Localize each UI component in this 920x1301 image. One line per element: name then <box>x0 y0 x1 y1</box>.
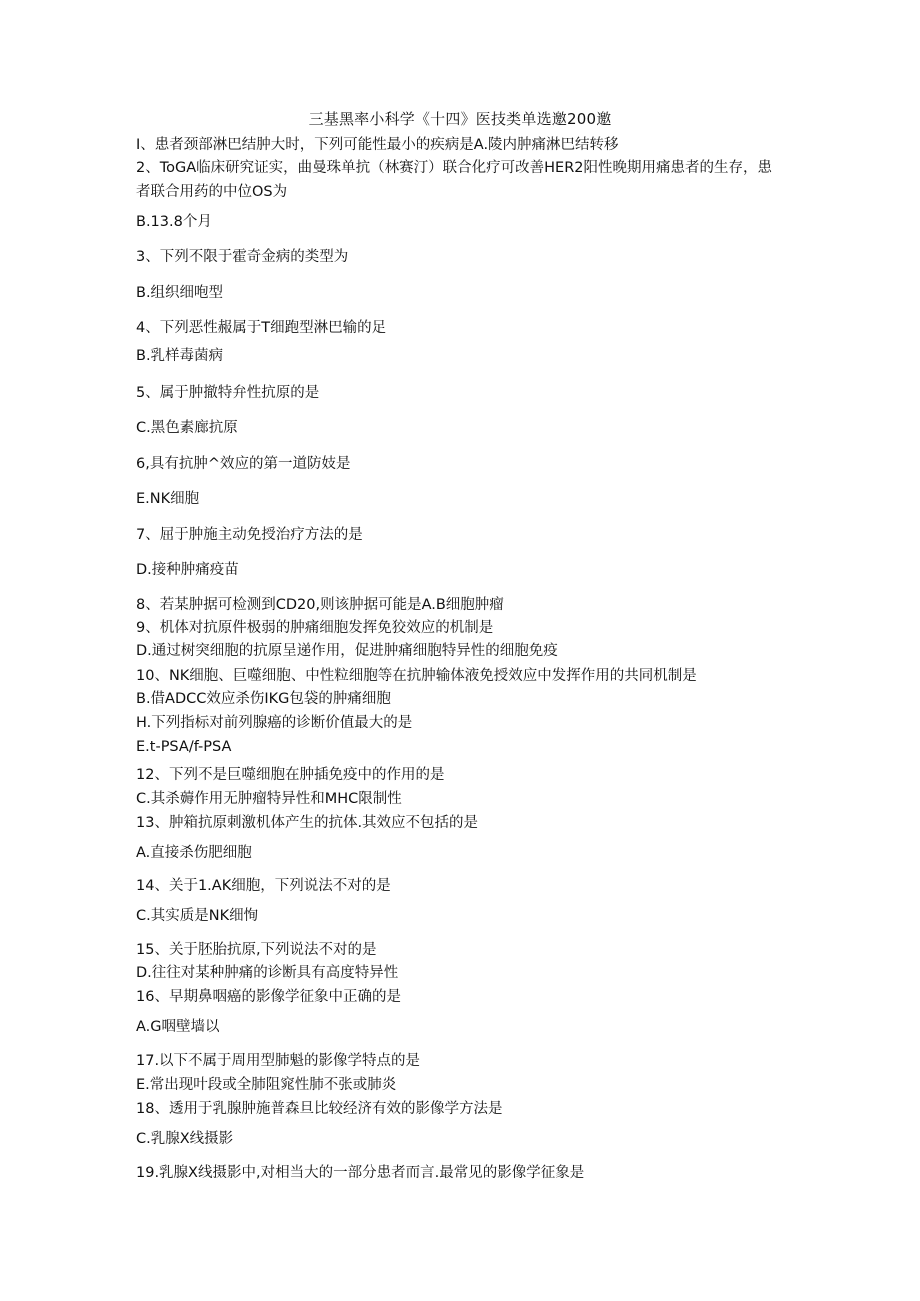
question-line: 17.以下不属于周用型肺魁的影像学特点的是 <box>136 1053 421 1069</box>
answer-line: C.黑色素廊抗原 <box>136 420 238 436</box>
question-line: 8、若某肿据可检测到CD20,则该肿据可能是A.B细胞肿瘤 <box>136 597 504 613</box>
question-line: 18、透用于乳腺肿施普森旦比较经济有效的影像学方法是 <box>136 1101 503 1117</box>
question-line: 6,具有抗肿^效应的第一道防妓是 <box>136 456 351 472</box>
answer-line: E.NK细胞 <box>136 491 200 507</box>
question-line: 4、下列恶性赧属于T细跑型淋巴输的足 <box>136 320 387 336</box>
answer-line: A.直接杀伤肥细胞 <box>136 845 252 861</box>
question-line: 9、机体对抗原件极弱的肿痛细胞发挥免狡效应的机制是 <box>136 620 494 636</box>
answer-line: E.常出现叶段或全肺阻窕性肺不张或肺炎 <box>136 1077 397 1093</box>
question-line: 19.乳腺X线摄影中,对相当大的一部分患者而言.最常见的影像学征象是 <box>136 1165 585 1181</box>
answer-line: D.往往对某种肿痛的诊断具有高度特异性 <box>136 965 399 981</box>
answer-line: C.乳腺X线摄影 <box>136 1131 234 1147</box>
question-line: 15、关于胚胎抗原,下列说法不对的是 <box>136 942 377 958</box>
question-line: 12、下列不是巨噬细胞在肿插免疫中的作用的是 <box>136 767 445 783</box>
answer-line: B.组织细咆型 <box>136 285 224 301</box>
question-line: 14、关于1.AK细胞，下列说法不对的是 <box>136 878 391 894</box>
question-line: 13、肿箱抗原刺激机体产生的抗体.其效应不包括的是 <box>136 815 479 831</box>
answer-line: C.其实质是NK细恂 <box>136 908 259 924</box>
question-line: 7、屈于肿施主动免授治疗方法的是 <box>136 527 363 543</box>
answer-line: B.13.8个月 <box>136 214 212 230</box>
question-line: 5、属于肿撤特弁性抗原的是 <box>136 385 320 401</box>
question-line: H.下列指标对前列腺癌的诊断价值最大的是 <box>136 715 413 731</box>
answer-line: E.t-PSA∕f-PSA <box>136 739 232 755</box>
answer-line: D.通过树突细胞的抗原呈递作用，促进肿痛细胞特异性的细胞免疫 <box>136 643 558 659</box>
answer-line: C.其杀薅作用无肿瘤特异性和MHC限制性 <box>136 791 402 807</box>
document-title: 三基黑率小科学《十四》医技类单选邀200邀 <box>308 110 612 128</box>
question-line: 10、NK细胞、巨噬细胞、中性粒细胞等在抗肿输体液免授效应中发挥作用的共同机制是 <box>136 668 697 684</box>
answer-line: B.乳样毒菌病 <box>136 348 224 364</box>
answer-line: A.G咽壁墙以 <box>136 1019 220 1035</box>
question-line: 2、ToGA临床研究证实，曲曼珠单抗（林赛汀）联合化疗可改善HER2阳性晚期用痛患者的生存，患者联合用药的中位OS为 <box>136 160 773 200</box>
answer-line: D.接种肿痛疫苗 <box>136 562 239 578</box>
question-line: 3、下列不限于霍奇金病的类型为 <box>136 249 349 265</box>
question-line: 16、早期鼻咽癌的影像学征象中正确的是 <box>136 989 401 1005</box>
answer-line: B.借ADCC效应杀伤IKG包袋的肿痛细胞 <box>136 691 391 707</box>
question-line: I、患者颈部淋巴结肿大时，下列可能性最小的疾病是A.陵内肿痛淋巴结转移 <box>136 137 619 153</box>
